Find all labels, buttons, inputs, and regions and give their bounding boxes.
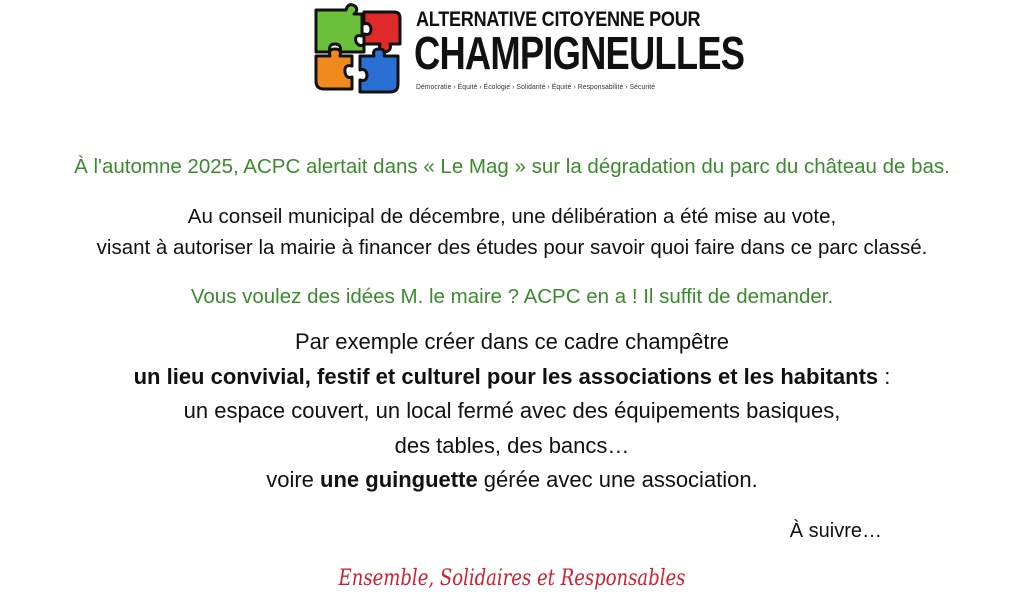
motto: Ensemble, Solidaires et Responsables — [338, 566, 686, 591]
example-line-5-post: gérée avec une association. — [477, 467, 758, 492]
example-line-2-rest: : — [878, 363, 891, 389]
org-logo — [310, 2, 745, 98]
org-tagline: Démocratie › Équité › Écologie › Solidarité › Équité › Responsabilité › Sécurité — [416, 82, 656, 91]
ideas-paragraph: Vous voulez des idées M. le maire ? ACPC en a ! Il suffit de demander. — [190, 285, 834, 308]
example-paragraph — [0, 325, 1024, 498]
example-line-5 — [0, 463, 1024, 498]
example-line-4: des tables, des bancs… — [394, 432, 630, 458]
intro-paragraph: À l'automne 2025, ACPC alertait dans « Le Mag » sur la dégradation du parc du château de bas. — [74, 155, 950, 178]
puzzle-logo-icon — [310, 2, 406, 98]
example-line-3: un espace couvert, un local fermé avec des équipements basiques, — [183, 398, 841, 423]
council-line-1: Au conseil municipal de décembre, une délibération a été mise au vote, — [187, 205, 837, 228]
guinguette-highlight: une guinguette — [320, 467, 478, 492]
follow-up-text: À suivre… — [789, 520, 882, 542]
council-line-2: visant à autoriser la mairie à financer des études pour savoir quoi faire dans ce parc classé. — [96, 236, 928, 259]
example-line-5-pre: voire — [266, 467, 321, 492]
org-name-line2: CHAMPIGNEULLES — [414, 27, 745, 79]
example-line-1: Par exemple créer dans ce cadre champêtre — [294, 329, 730, 354]
org-name-line1: ALTERNATIVE CITOYENNE POUR — [416, 8, 701, 31]
council-paragraph — [0, 201, 1024, 263]
venue-highlight: un lieu convivial, festif et culturel pour les associations et les habitants — [133, 363, 879, 389]
example-line-2 — [0, 360, 1024, 395]
